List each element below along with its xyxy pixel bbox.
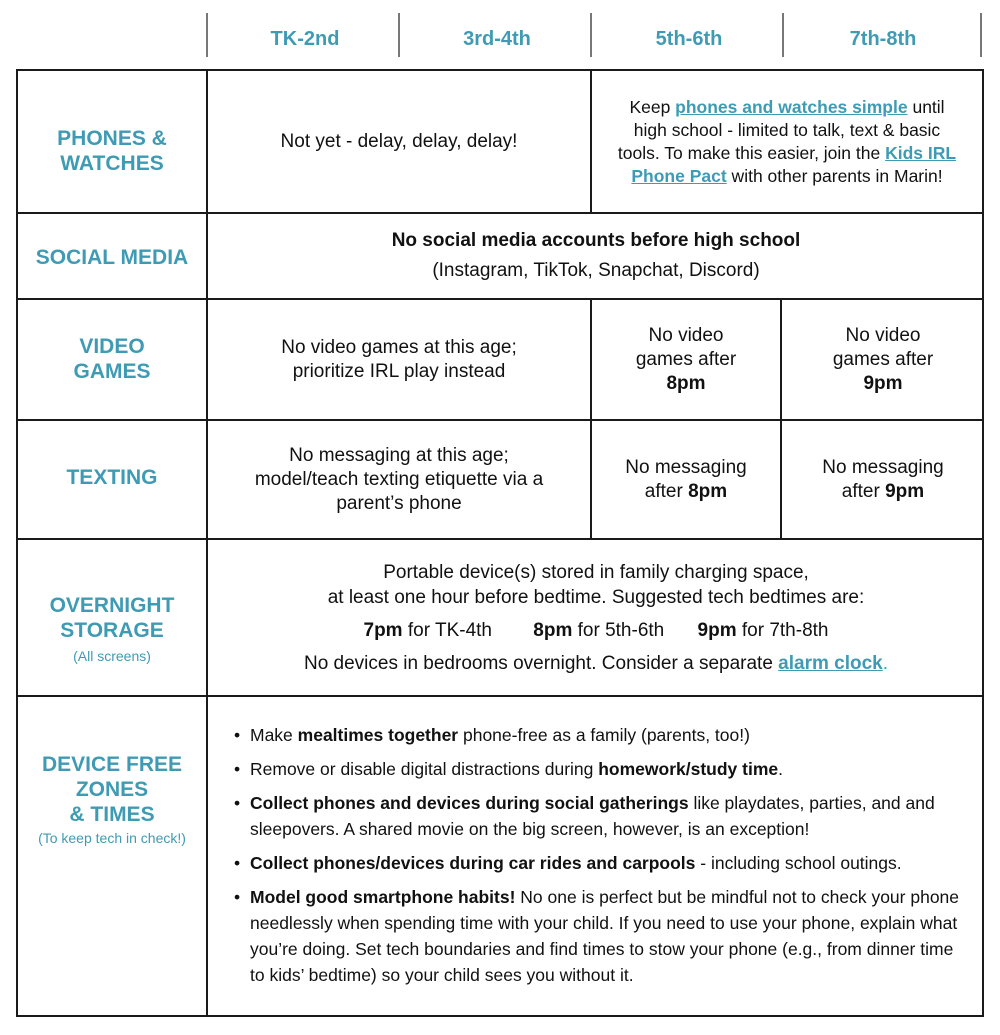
category-sublabel: (All screens) <box>73 648 151 664</box>
social-media-platforms: (Instagram, TikTok, Snapchat, Discord) <box>432 260 760 281</box>
alarm-clock-link[interactable]: alarm clock <box>778 652 883 674</box>
video-mid-text: No video games after <box>635 324 737 370</box>
text-run: like playdates, parties, and and sleepovers. A shared movie on the big screen, however, is an exception! <box>250 793 935 839</box>
texting-old-cell <box>782 421 984 538</box>
overnight-line2: at least one hour before bedtime. Suggested tech bedtimes are: <box>327 586 865 608</box>
bedtime-grade: for 5th-6th <box>572 619 665 641</box>
text-run: No one is perfect but be mindful not to check your phone needlessly when spending time with your child. If you need to use your phone, explain what you’re doing. Set tech boundaries and find times to stow your phone (e.g., from dinner time to kids’ bedtime) so your child sees you without it. <box>250 887 960 985</box>
texting-young-text: No messaging at this age; model/teach texting etiquette via a parent’s phone <box>254 444 544 514</box>
video-mid-cell <box>592 300 780 419</box>
category-label: OVERNIGHT <box>49 594 175 617</box>
kids-irl-phone-pact-link[interactable]: Kids IRL Phone Pact <box>631 142 957 186</box>
phones-older-text <box>612 96 962 188</box>
category-device-free-zones <box>18 752 206 847</box>
video-old-time: 9pm <box>863 372 903 394</box>
social-media-rule: No social media accounts before high school <box>391 230 801 251</box>
tech-bedtimes <box>364 618 829 643</box>
header-5th-6th: 5th-6th <box>655 28 723 50</box>
bedtime-7th-8th <box>698 620 829 641</box>
category-video-games <box>18 334 206 384</box>
text-run: with other parents in Marin! <box>726 165 943 186</box>
text-run: - including school outings. <box>695 853 902 873</box>
list-item <box>234 790 964 842</box>
category-label: SOCIAL MEDIA <box>35 246 189 269</box>
category-overnight-storage <box>18 593 206 665</box>
bedtime-time: 7pm <box>363 619 403 641</box>
video-young-cell <box>208 300 590 419</box>
bedtime-time: 8pm <box>533 619 573 641</box>
header-separator <box>206 13 208 57</box>
text-run: Keep <box>629 96 676 117</box>
header-tk-2nd: TK-2nd <box>270 28 340 50</box>
list-item <box>234 756 964 782</box>
category-sublabel: (To keep tech in check!) <box>38 830 186 846</box>
bedtime-grade: for TK-4th <box>402 619 492 641</box>
category-label: & TIMES <box>69 803 155 826</box>
bedtime-grade: for 7th-8th <box>736 619 829 641</box>
phones-young-cell <box>208 71 590 212</box>
text-run: No devices in bedrooms overnight. Consider a separate <box>303 652 779 674</box>
category-label: DEVICE FREE <box>41 753 183 776</box>
category-label: VIDEO <box>79 335 145 358</box>
list-item <box>234 722 964 748</box>
phones-watches-simple-link[interactable]: phones and watches simple <box>675 96 908 117</box>
category-texting <box>18 465 206 490</box>
category-social-media <box>18 245 206 270</box>
bedtime-time: 9pm <box>697 619 737 641</box>
list-item <box>234 884 964 988</box>
row-divider <box>16 695 984 697</box>
bedtime-tk-4th <box>364 620 492 641</box>
text-run: homework/study time <box>598 759 779 779</box>
texting-old-time: 9pm <box>885 480 925 502</box>
texting-old-text <box>808 456 958 504</box>
texting-young-cell <box>208 421 590 538</box>
video-mid-time: 8pm <box>666 372 706 394</box>
category-label: STORAGE <box>60 619 164 642</box>
category-label: TEXTING <box>66 466 158 489</box>
category-label: GAMES <box>73 360 151 383</box>
category-label: ZONES <box>75 778 149 801</box>
text-run: until high school - limited to talk, text & basic tools. To make this easier, join the <box>617 96 945 163</box>
text-run: Model good smartphone habits! <box>250 887 516 907</box>
text-run: . <box>778 759 784 779</box>
text-run: Remove or disable digital distractions during <box>250 759 599 779</box>
category-label: PHONES & WATCHES <box>57 127 167 175</box>
header-3rd-4th: 3rd-4th <box>463 28 531 50</box>
list-item <box>234 850 964 876</box>
text-run: . <box>882 652 889 674</box>
column-divider <box>590 69 592 212</box>
header-7th-8th: 7th-8th <box>849 28 917 50</box>
phones-older-cell <box>600 71 974 212</box>
overnight-last-line <box>304 651 888 676</box>
text-run: mealtimes together <box>297 725 459 745</box>
header-separator <box>980 13 982 57</box>
texting-mid-time: 8pm <box>688 480 728 502</box>
overnight-line1: Portable device(s) stored in family charging space, <box>383 561 809 583</box>
video-young-text: No video games at this age; prioritize IRL play instead <box>281 336 517 382</box>
texting-mid-text <box>611 456 761 504</box>
text-run: No messaging after <box>625 456 747 502</box>
phones-young-text: Not yet - delay, delay, delay! <box>280 130 518 152</box>
video-old-cell <box>782 300 984 419</box>
category-phones-watches <box>18 126 206 176</box>
text-run: No messaging after <box>822 456 944 502</box>
overnight-cell <box>208 540 984 695</box>
text-run: Collect phones and devices during social gatherings <box>250 793 689 813</box>
text-run: Collect phones/devices during car rides and carpools <box>250 853 696 873</box>
zones-list <box>234 722 964 988</box>
social-media-cell <box>208 214 984 298</box>
zones-cell <box>234 722 964 996</box>
texting-mid-cell <box>592 421 780 538</box>
text-run: phone-free as a family (parents, too!) <box>458 725 750 745</box>
bedtime-5th-6th <box>533 620 664 641</box>
video-old-text: No video games after <box>832 324 934 370</box>
text-run: Make <box>250 725 298 745</box>
